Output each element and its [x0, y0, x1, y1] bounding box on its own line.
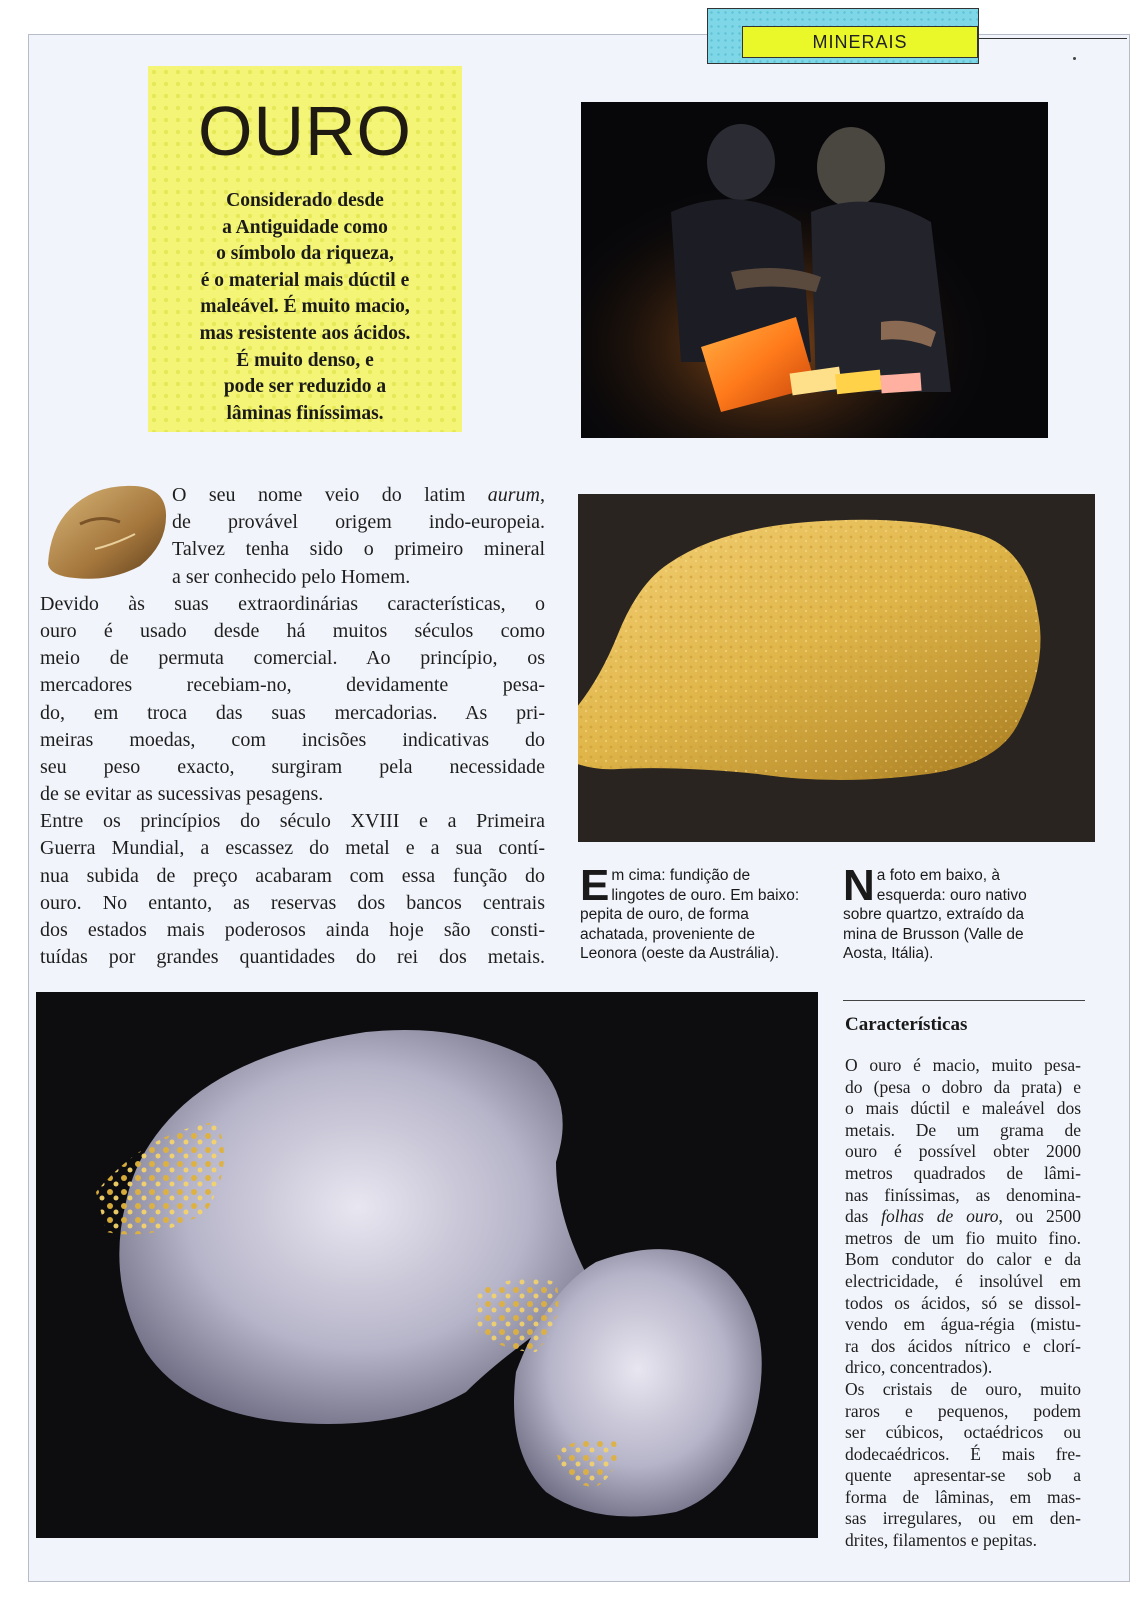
- caption-line: lingotes de ouro. Em baixo:: [611, 886, 800, 904]
- caption-line: esquerda: ouro nativo: [876, 886, 1027, 904]
- sidebar-line: o mais dúctil e maleável dos: [845, 1098, 1081, 1119]
- body-line: a ser conhecido pelo Homem.: [172, 565, 411, 588]
- sidebar-rule: [843, 1000, 1085, 1001]
- body-line: de provável origem indo-europeia.: [172, 511, 545, 534]
- sidebar-line: vendo em água-régia (mistu-: [845, 1314, 1081, 1335]
- quartz-gold-photo: [36, 992, 818, 1538]
- sidebar-line: ser cúbicos, octaédricos ou: [845, 1422, 1081, 1443]
- body-line: mercadores recebiam-no, devidamente pesa-: [40, 674, 545, 697]
- nugget-photo: [578, 494, 1095, 842]
- section-tab-rule: [977, 38, 1127, 39]
- caption-line: Aosta, Itália).: [843, 945, 934, 963]
- sidebar-line: metros quadrados de lâmi-: [845, 1162, 1081, 1183]
- body-line: tuídas por grandes quantidades do rei dos metais.: [40, 946, 545, 969]
- body-line: ouro. No entanto, as reservas dos bancos centrais: [40, 891, 545, 914]
- sidebar-line: metais. De um grama de: [845, 1119, 1081, 1140]
- section-tab-label: MINERAIS: [742, 26, 978, 58]
- caption-right: [843, 861, 1083, 964]
- gold-nugget-illustration: [578, 494, 1095, 842]
- sidebar-line: drico, concentrados).: [845, 1357, 993, 1378]
- sidebar-line: ouro é possível obter 2000: [845, 1141, 1081, 1162]
- body-line: de se evitar as sucessivas pesagens.: [40, 783, 324, 806]
- sidebar-line: forma de lâminas, em mas-: [845, 1486, 1081, 1507]
- sidebar-line: todos os ácidos, só se dissol-: [845, 1292, 1081, 1313]
- body-line: Entre os princípios do século XVIII e a Primeira: [40, 810, 545, 833]
- body-line: do, em troca das suas mercadorias. As pri-: [40, 701, 545, 724]
- sidebar-line: sas irregulares, ou em den-: [845, 1508, 1081, 1529]
- body-line: Devido às suas extraordinárias características, o: [40, 592, 545, 615]
- sidebar-line: nas finíssimas, as denomina-: [845, 1184, 1081, 1205]
- intro-text: Considerado desde a Antiguidade como o símbolo da riqueza, é o material mais dúctil e maleável. É muito macio, mas resistente aos ácidos. É muito denso, e pode ser reduzido a lâminas finíssimas.: [199, 190, 411, 424]
- caption-left: [580, 861, 825, 964]
- sidebar-line: drites, filamentos e pepitas.: [845, 1530, 1037, 1551]
- foundry-photo: [581, 102, 1048, 438]
- body-line: meio de permuta comercial. Ao princípio, os: [40, 647, 545, 670]
- caption-line: m cima: fundição de: [611, 867, 751, 884]
- body-line: O seu nome veio do latim aurum,: [172, 484, 545, 506]
- body-line: Talvez tenha sido o primeiro mineral: [172, 538, 545, 561]
- caption-line: sobre quartzo, extraído da: [843, 906, 1024, 924]
- body-line: meiras moedas, com incisões indicativas do: [40, 728, 545, 751]
- sidebar-line: das folhas de ouro, ou 2500: [845, 1206, 1082, 1227]
- caption-line: pepita de ouro, de forma: [580, 906, 749, 924]
- sidebar-line: electricidade, é insolúvel em: [845, 1270, 1081, 1291]
- body-line: ouro é usado desde há muitos séculos como: [40, 619, 545, 642]
- sidebar-heading: Características: [845, 1014, 968, 1035]
- page-mark: [1073, 57, 1076, 60]
- caption-line: a foto em baixo, à: [876, 867, 1000, 884]
- caption-drop-cap: E: [580, 861, 610, 910]
- body-line: dos estados mais poderosos ainda hoje são consti-: [40, 919, 545, 941]
- sidebar-line: quente apresentar-se sob a: [845, 1465, 1081, 1486]
- body-line: Guerra Mundial, a escassez do metal e a sua contí-: [40, 837, 545, 860]
- quartz-gold-illustration: [36, 992, 818, 1538]
- caption-line: achatada, proveniente de: [580, 925, 755, 943]
- sidebar-line: metros de um fio muito fino.: [845, 1227, 1081, 1248]
- body-text: [40, 482, 545, 971]
- sidebar-line: ra dos ácidos nítrico e clorí-: [845, 1335, 1081, 1356]
- sidebar-text: [845, 1055, 1081, 1552]
- foundry-illustration: [581, 102, 1048, 438]
- sidebar-line: do (pesa o dobro da prata) e: [845, 1076, 1081, 1097]
- caption-drop-cap: N: [843, 861, 875, 910]
- caption-line: mina de Brusson (Valle de: [843, 925, 1024, 943]
- body-line: nua subida de preço acabaram com essa função do: [40, 864, 545, 887]
- sidebar-line: O ouro é macio, muito pesa-: [845, 1055, 1081, 1075]
- body-line: seu peso exacto, surgiram pela necessidade: [40, 755, 545, 778]
- page-title: OURO: [198, 92, 412, 170]
- sidebar-line: Bom condutor do calor e da: [845, 1249, 1081, 1270]
- sidebar-line: raros e pequenos, podem: [845, 1400, 1081, 1421]
- sidebar-line: Os cristais de ouro, muito: [845, 1378, 1081, 1399]
- caption-line: Leonora (oeste da Austrália).: [580, 945, 780, 963]
- sidebar-line: dodecaédricos. É mais fre-: [845, 1443, 1081, 1464]
